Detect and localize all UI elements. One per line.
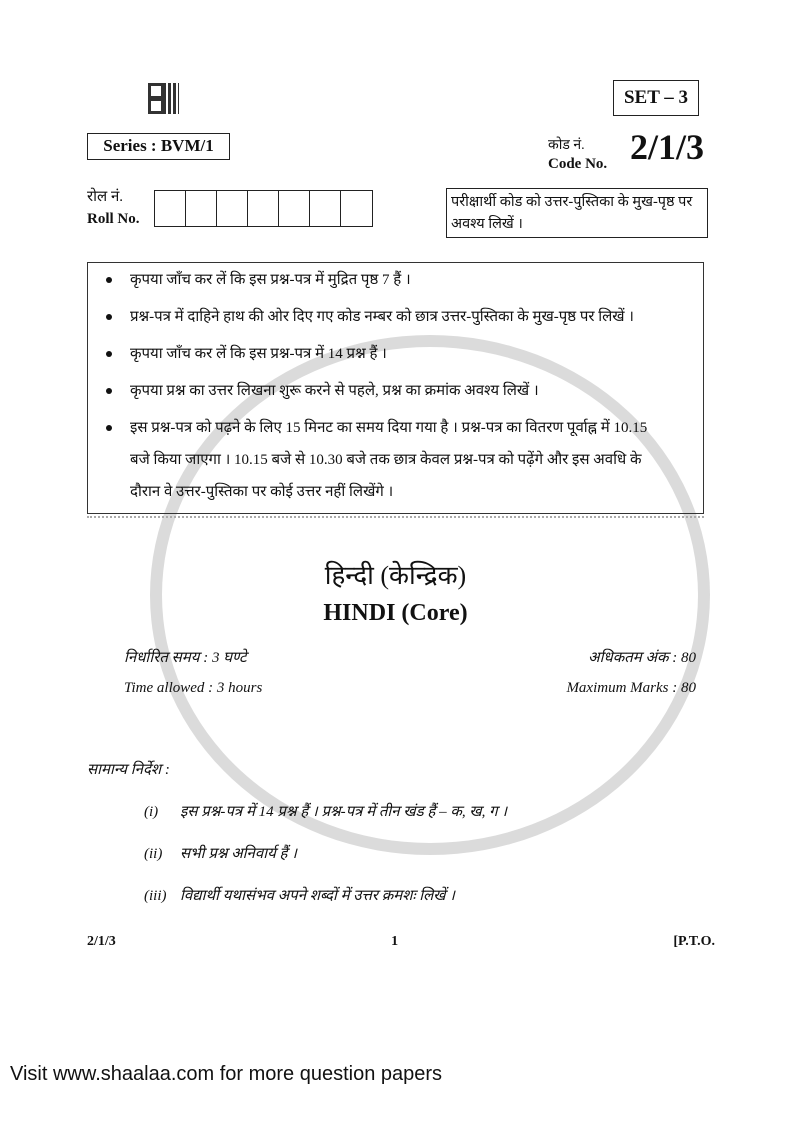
instructions-box bbox=[87, 262, 704, 514]
general-row bbox=[87, 802, 704, 822]
bullet-icon bbox=[106, 277, 112, 283]
bullet-icon bbox=[106, 388, 112, 394]
footer-code: 2/1/3 bbox=[87, 934, 116, 949]
instruction-cont: बजे किया जाएगा । 10.15 बजे से 10.30 बजे तक छात्र केवल प्रश्न-पत्र को पढ़ेंगे और इस अवधि के bbox=[130, 452, 642, 468]
marks-en: Maximum Marks : 80 bbox=[566, 680, 696, 696]
instruction: इस प्रश्न-पत्र को पढ़ने के लिए 15 मिनट का समय दिया गया है । प्रश्न-पत्र का वितरण पूर्वाह्न में 10.15 bbox=[130, 420, 648, 436]
general-row bbox=[87, 886, 704, 906]
general-num: (iii) bbox=[144, 888, 167, 904]
code-number: 2/1/3 bbox=[630, 127, 705, 167]
time-hi: निर्धारित समय : 3 घण्टे bbox=[124, 650, 247, 666]
shaalaa-banner-link[interactable]: Visit www.shaalaa.com for more question papers bbox=[10, 1063, 443, 1085]
roll-number-boxes[interactable] bbox=[154, 190, 373, 227]
title-hindi: हिन्दी (केन्द्रिक) bbox=[324, 561, 467, 590]
instruction: कृपया जाँच कर लें कि इस प्रश्न-पत्र में मुद्रित पृष्ठ 7 हैं । bbox=[130, 272, 411, 288]
roll-label-hi: रोल नं. bbox=[87, 189, 124, 205]
bullet-icon bbox=[106, 425, 112, 431]
series-badge: Series : BVM/1 bbox=[87, 133, 230, 160]
instruction: कृपया प्रश्न का उत्तर लिखना शुरू करने से पहले, प्रश्न का क्रमांक अवश्य लिखें । bbox=[130, 383, 539, 399]
exam-meta bbox=[87, 648, 704, 698]
general-num: (i) bbox=[144, 804, 159, 820]
page-footer bbox=[87, 934, 715, 950]
bullet-icon bbox=[106, 314, 112, 320]
dotted-divider bbox=[87, 516, 704, 520]
pto-label: [P.T.O. bbox=[673, 934, 715, 949]
general-item: इस प्रश्न-पत्र में 14 प्रश्न हैं । प्रश्न-पत्र में तीन खंड हैं – क, ख, ग । bbox=[180, 804, 508, 820]
set-badge: SET – 3 bbox=[613, 80, 699, 116]
page-body bbox=[87, 262, 715, 950]
title-english: HINDI (Core) bbox=[323, 600, 468, 626]
general-heading: सामान्य निर्देश : bbox=[87, 762, 170, 778]
instruction: कृपया जाँच कर लें कि इस प्रश्न-पत्र में 14 प्रश्न हैं । bbox=[130, 346, 387, 362]
general-item: सभी प्रश्न अनिवार्य हैं । bbox=[180, 846, 297, 862]
roll-label-en: Roll No. bbox=[87, 211, 140, 227]
code-notice: परीक्षार्थी कोड को उत्तर-पुस्तिका के मुख-पृष्ठ पर अवश्य लिखें । bbox=[446, 188, 708, 238]
page-number: 1 bbox=[391, 934, 399, 949]
code-label-hi: कोड नं. bbox=[548, 138, 585, 153]
general-num: (ii) bbox=[144, 846, 163, 862]
instruction-cont: दौरान वे उत्तर-पुस्तिका पर कोई उत्तर नहीं लिखेंगे । bbox=[130, 484, 394, 500]
bullet-icon bbox=[106, 351, 112, 357]
marks-hi: अधिकतम अंक : 80 bbox=[588, 650, 696, 666]
qr-code-icon bbox=[148, 83, 179, 114]
code-label-en: Code No. bbox=[548, 156, 608, 172]
instruction: प्रश्न-पत्र में दाहिने हाथ की ओर दिए गए कोड नम्बर को छात्र उत्तर-पुस्तिका के मुख-पृष्ठ पर लिखें । bbox=[130, 309, 634, 325]
time-en: Time allowed : 3 hours bbox=[124, 680, 263, 696]
general-row bbox=[87, 844, 704, 864]
general-item: विद्यार्थी यथासंभव अपने शब्दों में उत्तर क्रमशः लिखें । bbox=[180, 888, 455, 904]
